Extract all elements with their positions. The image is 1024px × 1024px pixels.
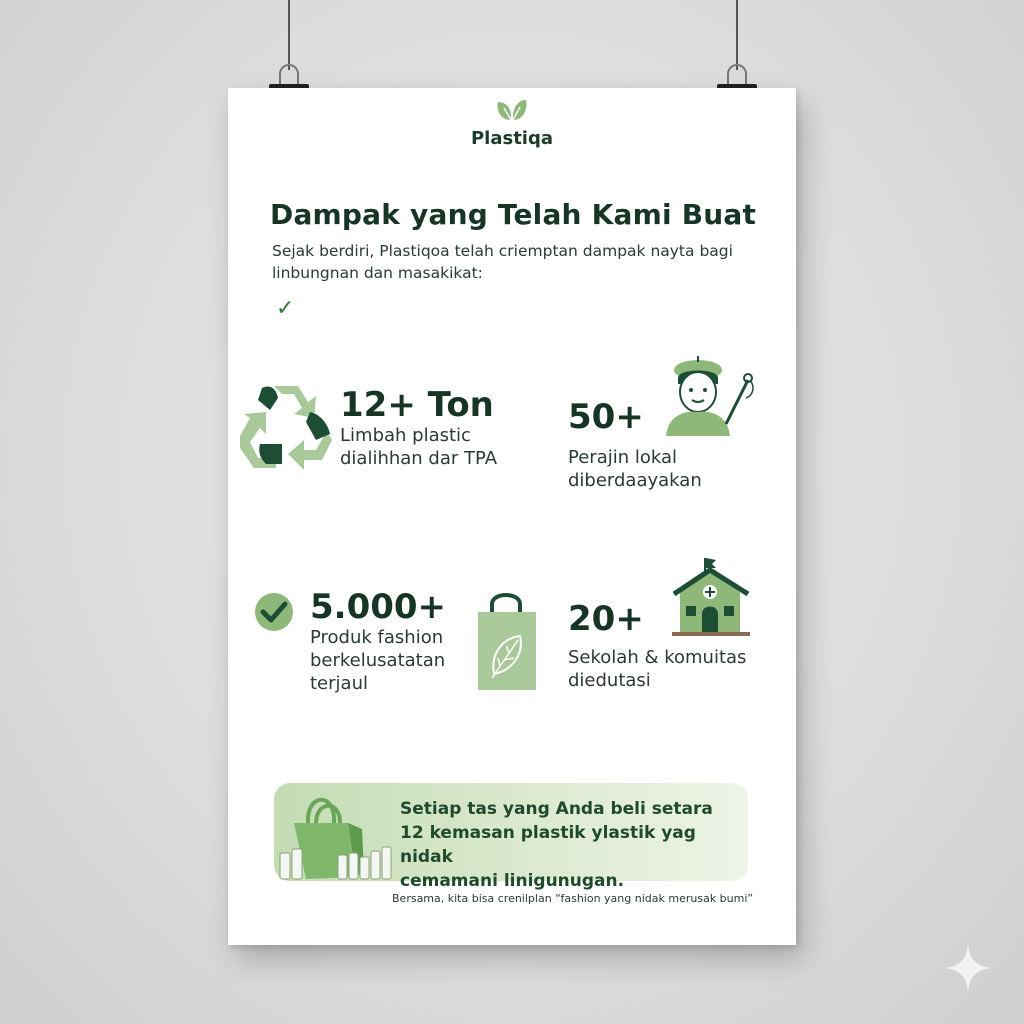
footer-tagline: Bersama, kita bisa crenilplan “fashion yang nidak merusak bumi”: [392, 892, 754, 905]
stat-label: Perajin lokal diberdaayakan: [568, 447, 702, 491]
stat-label: Sekolah & komuitas diedutasi: [568, 647, 747, 691]
checkmark-icon: ✓: [276, 296, 295, 321]
stat-label: Produk fashion berkelusatatan terjaul: [310, 627, 446, 694]
brand-name: Plastiqa: [470, 128, 554, 149]
intro-text: Sejak berdiri, Plastiqoa telah criemptan dampak nayta bagi linbungnan dan masakikat:: [272, 242, 733, 282]
stat-value: 50+: [568, 397, 644, 437]
stat-label: Limbah plastic dialihhan dar TPA: [340, 425, 498, 469]
sparkle-icon: [944, 944, 992, 992]
stat-value: 5.000+: [310, 587, 447, 627]
school-icon: [670, 556, 754, 638]
tote-bag-bottles-icon: [276, 787, 396, 883]
shopping-bag-icon: [474, 590, 538, 692]
recycle-icon: [236, 378, 336, 474]
leaf-logo-icon: [494, 98, 530, 122]
hanging-wire-right: [736, 0, 738, 70]
stat-waste: [340, 386, 500, 470]
poster: [228, 88, 796, 945]
page-title: Dampak yang Telah Kami Buat: [270, 198, 757, 231]
hanging-wire-left: [288, 0, 290, 70]
stat-value: 12+ Ton: [340, 385, 494, 425]
brand-logo: [228, 98, 796, 149]
stat-value: 20+: [568, 599, 644, 639]
banner-message: Setiap tas yang Anda beli setara 12 kemasan plastik ylastik yag nidak cemamani linigunugan.: [400, 799, 713, 891]
impact-banner: [274, 783, 748, 891]
check-circle-icon: [254, 592, 294, 632]
stat-products: [310, 588, 470, 695]
artisan-icon: [664, 354, 760, 440]
